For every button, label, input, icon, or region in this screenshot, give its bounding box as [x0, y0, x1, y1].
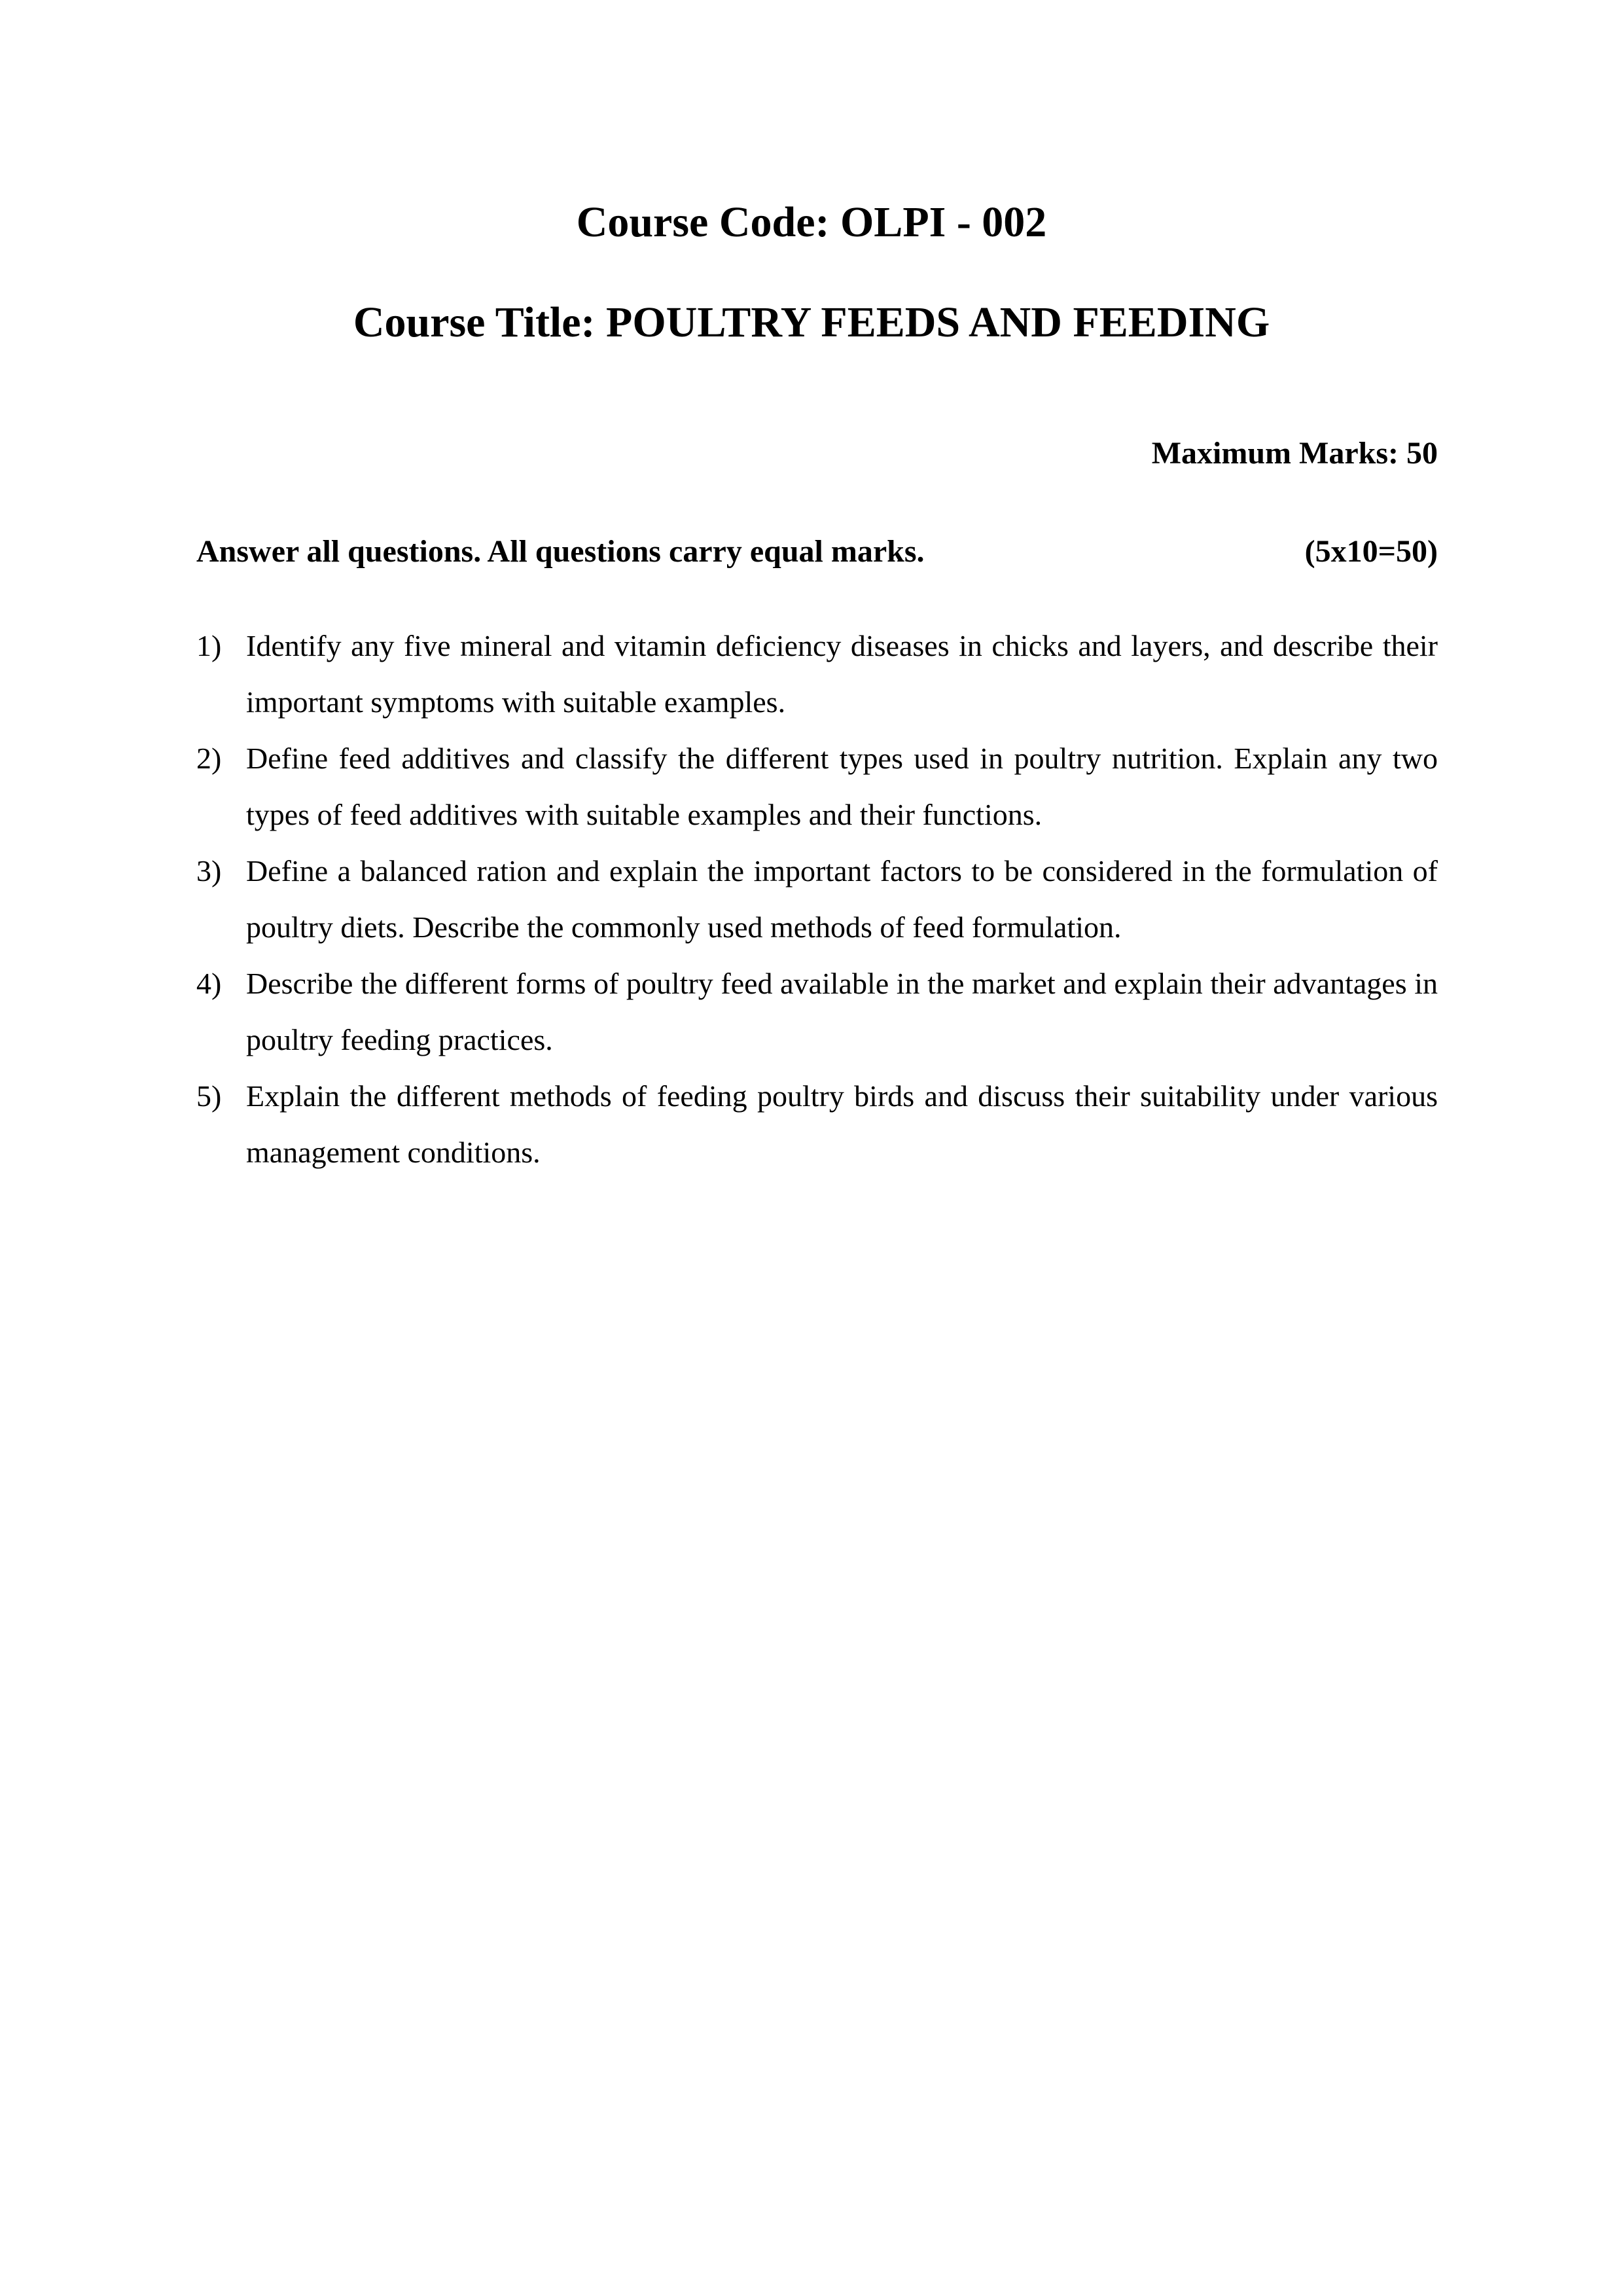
question-item	[196, 1068, 1438, 1181]
question-item	[196, 843, 1438, 956]
question-text: Describe the different forms of poultry feed available in the market and explain their advantages in poultry feeding practices.	[246, 967, 1438, 1056]
question-text: Define feed additives and classify the different types used in poultry nutrition. Explain any two types of feed additives with suitable examples and their functions.	[246, 742, 1438, 831]
question-item	[196, 956, 1438, 1068]
question-number: 5)	[196, 1079, 222, 1113]
question-text: Identify any five mineral and vitamin deficiency diseases in chicks and layers, and describe their important symptoms with suitable examples.	[246, 629, 1438, 719]
question-item	[196, 730, 1438, 843]
instructions-text: Answer all questions. All questions carry equal marks.	[196, 534, 925, 569]
maximum-marks: Maximum Marks: 50	[1151, 436, 1438, 471]
question-text: Explain the different methods of feeding poultry birds and discuss their suitability under various management conditions.	[246, 1079, 1438, 1169]
question-number: 1)	[196, 629, 222, 662]
question-list	[196, 618, 1438, 1181]
course-code-heading: Course Code: OLPI - 002	[576, 198, 1047, 246]
course-title-heading: Course Title: POULTRY FEEDS AND FEEDING	[353, 298, 1270, 346]
question-number: 3)	[196, 854, 222, 888]
question-text: Define a balanced ration and explain the important factors to be considered in the formulation of poultry diets. Describe the commonly used methods of feed formulation.	[246, 854, 1438, 944]
question-item	[196, 618, 1438, 730]
question-number: 4)	[196, 967, 222, 1000]
marks-scheme: (5x10=50)	[1304, 534, 1438, 569]
question-number: 2)	[196, 742, 222, 775]
